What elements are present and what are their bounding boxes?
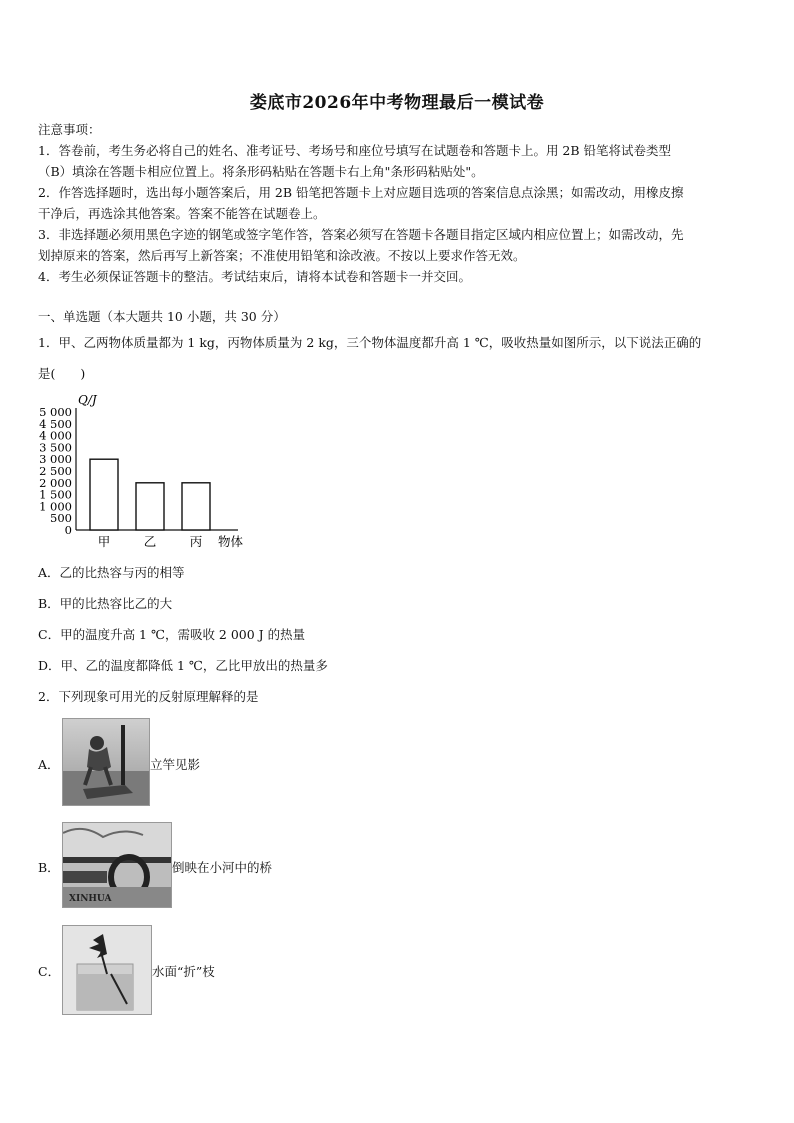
y-axis-label: Q/J xyxy=(78,393,97,407)
y-tick-label: 3 500 xyxy=(39,440,72,455)
y-tick-label: 3 000 xyxy=(39,452,72,467)
q2-option-b-letter[interactable]: B． xyxy=(38,860,60,875)
notice-line: 2．作答选择题时，选出每小题答案后，用 2B 铅笔把答题卡上对应题目选项的答案信息点涂黑；如需改动，用橡皮擦 xyxy=(38,185,684,200)
q1-option-b[interactable]: B．甲的比热容比乙的大 xyxy=(38,596,173,611)
q2-option-a-text: 立竿见影 xyxy=(150,757,201,772)
section-heading: 一、单选题（本大题共 10 小题，共 30 分） xyxy=(38,309,286,324)
q2-option-c-text: 水面“折”枝 xyxy=(152,964,215,979)
bar-3 xyxy=(182,483,210,530)
notice-line: 3．非选择题必须用黑色字迹的钢笔或签字笔作答，答案必须写在答题卡各题目指定区域内相应位置上；如需改动，先 xyxy=(38,227,684,242)
bent-branch-photo xyxy=(62,925,152,1015)
q2-option-b-text: 倒映在小河中的桥 xyxy=(172,860,273,875)
pole-shadow-photo xyxy=(62,718,150,806)
x-axis-label: 物体 xyxy=(218,534,244,549)
notice-line: 4．考生必须保证答题卡的整洁。考试结束后，请将本试卷和答题卡一并交回。 xyxy=(38,269,471,284)
notice-line: （B）填涂在答题卡相应位置上。将条形码粘贴在答题卡右上角"条形码粘贴处"。 xyxy=(38,164,484,179)
notice-line: 干净后，再选涂其他答案。答案不能答在试题卷上。 xyxy=(38,206,326,221)
y-tick-label: 4 500 xyxy=(39,416,72,431)
q2-option-a-letter[interactable]: A． xyxy=(38,757,60,772)
heat-bar-chart xyxy=(30,390,260,550)
q1-option-a[interactable]: A．乙的比热容与丙的相等 xyxy=(38,565,185,580)
bridge-reflection-photo xyxy=(62,822,172,908)
x-tick-label: 丙 xyxy=(189,534,203,549)
question-1-stem-end: 是( ) xyxy=(38,366,86,381)
y-tick-label: 1 000 xyxy=(39,499,72,514)
notice-line: 划掉原来的答案，然后再写上新答案；不准使用铅笔和涂改液。不按以上要求作答无效。 xyxy=(38,248,526,263)
y-tick-label: 500 xyxy=(50,511,72,526)
y-tick-label: 4 000 xyxy=(39,428,72,443)
x-tick-label: 甲 xyxy=(97,534,111,549)
x-tick-label: 乙 xyxy=(143,534,157,549)
notice-line: 1．答卷前，考生务必将自己的姓名、准考证号、考场号和座位号填写在试题卷和答题卡上。用 2B 铅笔将试卷类型 xyxy=(38,143,672,158)
svg-text:XINHUA: XINHUA xyxy=(69,894,112,904)
bar-2 xyxy=(136,483,164,530)
y-tick-label: 1 500 xyxy=(39,487,72,502)
y-tick-label: 2 500 xyxy=(39,464,72,478)
q2-option-c-letter[interactable]: C． xyxy=(38,964,61,979)
q1-option-c[interactable]: C．甲的温度升高 1 ℃，需吸收 2 000 J 的热量 xyxy=(38,627,306,642)
question-1-stem: 1．甲、乙两物体质量都为 1 kg，丙物体质量为 2 kg，三个物体温度都升高 1 ℃，吸收热量如图所示，以下说法正确的 xyxy=(38,335,702,350)
y-tick-label: 2 000 xyxy=(39,475,72,490)
question-2-stem: 2．下列现象可用光的反射原理解释的是 xyxy=(38,689,259,704)
notice-heading: 注意事项： xyxy=(38,122,101,137)
bar-1 xyxy=(90,459,118,530)
y-tick-label: 5 000 xyxy=(39,405,72,419)
page-title: 娄底市2026年中考物理最后一模试卷 xyxy=(249,93,545,113)
y-tick-label: 0 xyxy=(64,523,72,537)
q1-option-d[interactable]: D．甲、乙的温度都降低 1 ℃，乙比甲放出的热量多 xyxy=(38,658,328,673)
